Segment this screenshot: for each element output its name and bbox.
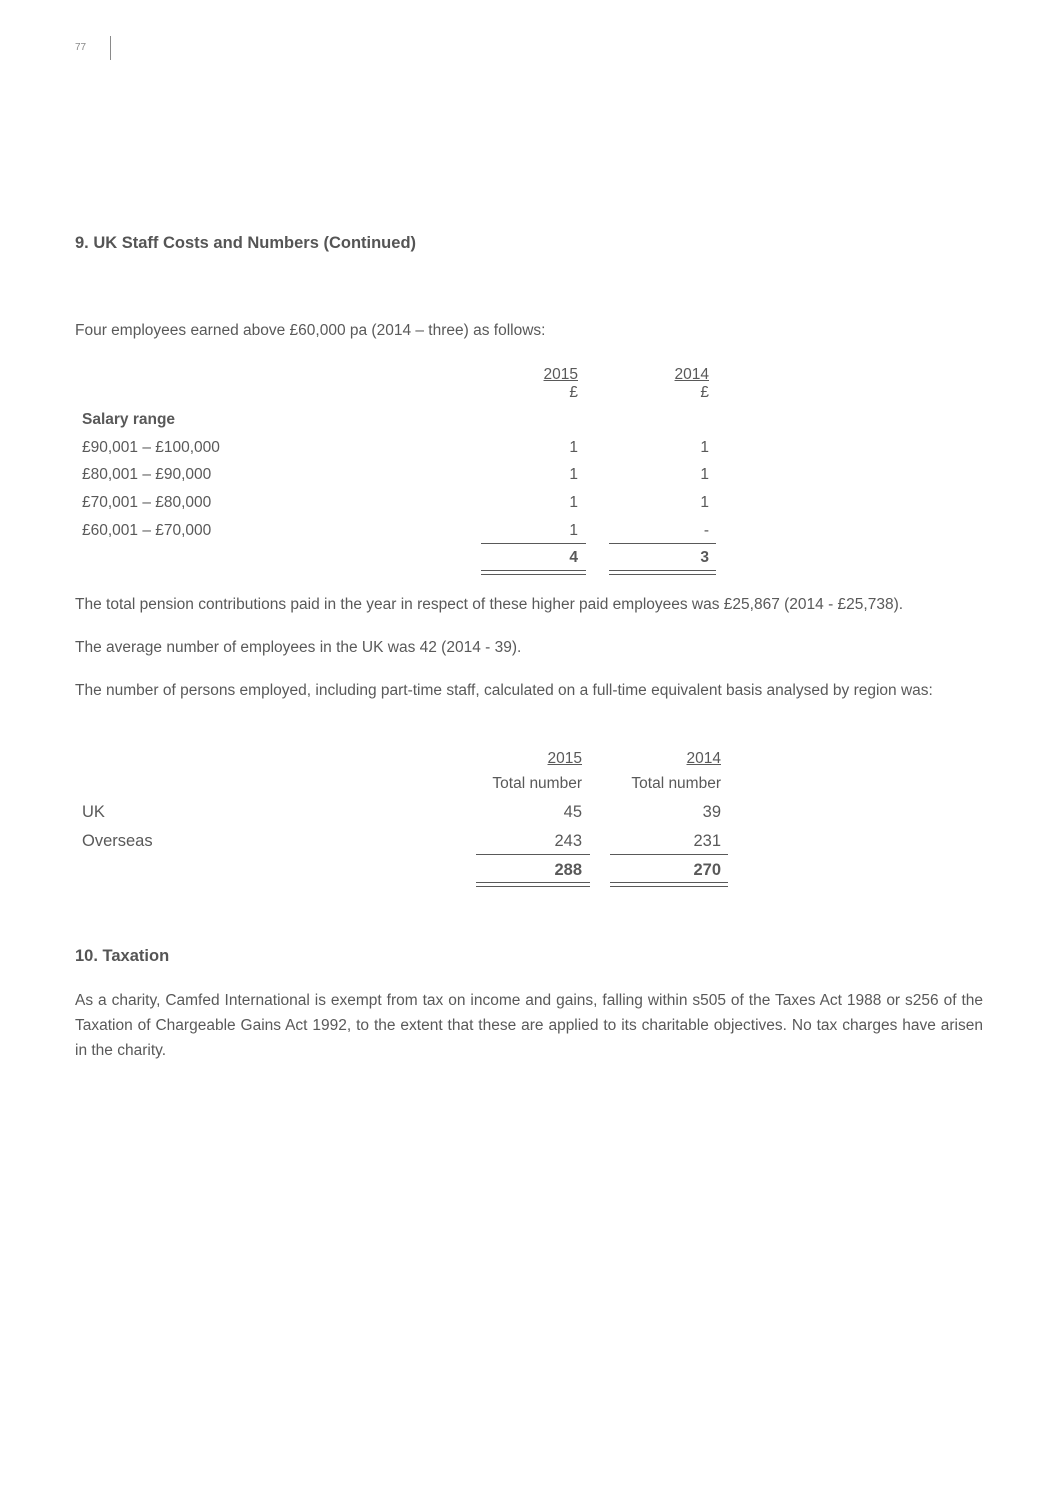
region-col-2014-year: 2014 — [686, 750, 721, 767]
salary-subtotal-rule-2015 — [481, 543, 586, 544]
region-subtotal-rule-2014 — [610, 854, 728, 855]
region-total-double-rule-2014 — [610, 882, 728, 887]
section-9-title: 9. UK Staff Costs and Numbers (Continued) — [75, 234, 417, 252]
salary-row-2014: 1 — [700, 466, 709, 483]
region-row-2015: 45 — [563, 803, 582, 821]
region-total-double-rule-2015 — [476, 882, 590, 887]
salary-total-2014: 3 — [700, 549, 709, 566]
salary-row-range: £80,001 – £90,000 — [82, 466, 212, 483]
region-paragraph: The number of persons employed, including part-time staff, calculated on a full-time equivalent basis analysed by region was: — [75, 682, 933, 699]
region-subtotal-rule-2015 — [476, 854, 590, 855]
region-row-2015: 243 — [554, 832, 582, 850]
section-9-intro: Four employees earned above £60,000 pa (2014 – three) as follows: — [75, 322, 546, 339]
salary-row-2014: 1 — [700, 494, 709, 511]
salary-row-2015: 1 — [569, 522, 578, 539]
salary-col-2014-unit: £ — [700, 384, 709, 401]
salary-col-2015-unit: £ — [569, 384, 578, 401]
salary-subtotal-rule-2014 — [609, 543, 716, 544]
salary-row-range: £70,001 – £80,000 — [82, 494, 212, 511]
region-total-2015: 288 — [554, 861, 582, 879]
region-row-2014: 231 — [693, 832, 721, 850]
salary-col-2014-year: 2014 — [674, 366, 709, 383]
salary-row-2015: 1 — [569, 494, 578, 511]
region-row-2014: 39 — [702, 803, 721, 821]
pension-paragraph: The total pension contributions paid in the year in respect of these higher paid employees was £25,867 (2014 - £25,738). — [75, 596, 904, 613]
salary-row-2015: 1 — [569, 439, 578, 456]
salary-row-2014: - — [703, 522, 709, 539]
salary-row-range: £90,001 – £100,000 — [82, 439, 220, 456]
region-col-2015-sub: Total number — [492, 775, 582, 792]
region-row-label: UK — [82, 803, 105, 821]
salary-total-double-rule-2014 — [609, 570, 716, 575]
salary-col-2015-year: 2015 — [543, 366, 578, 383]
page-number: 77 — [75, 42, 87, 53]
taxation-paragraph: As a charity, Camfed International is exempt from tax on income and gains, falling within s505 of the Taxes Act 1988 or s256 of the Taxation of Chargeable Gains Act 1992, to the extent that these are applied to its charitable objectives. No tax charges have arisen in the charity. — [75, 992, 983, 1059]
region-col-2014-sub: Total number — [631, 775, 721, 792]
section-10-title: 10. Taxation — [75, 947, 170, 965]
header-divider — [110, 36, 111, 60]
salary-row-2014: 1 — [700, 439, 709, 456]
region-row-label: Overseas — [82, 832, 153, 850]
salary-row-range: £60,001 – £70,000 — [82, 522, 212, 539]
salary-row-2015: 1 — [569, 466, 578, 483]
average-employees-paragraph: The average number of employees in the UK was 42 (2014 - 39). — [75, 639, 522, 656]
salary-total-2015: 4 — [569, 549, 578, 566]
region-col-2015-year: 2015 — [547, 750, 582, 767]
salary-total-double-rule-2015 — [481, 570, 586, 575]
region-total-2014: 270 — [693, 861, 721, 879]
salary-range-label: Salary range — [82, 411, 176, 428]
